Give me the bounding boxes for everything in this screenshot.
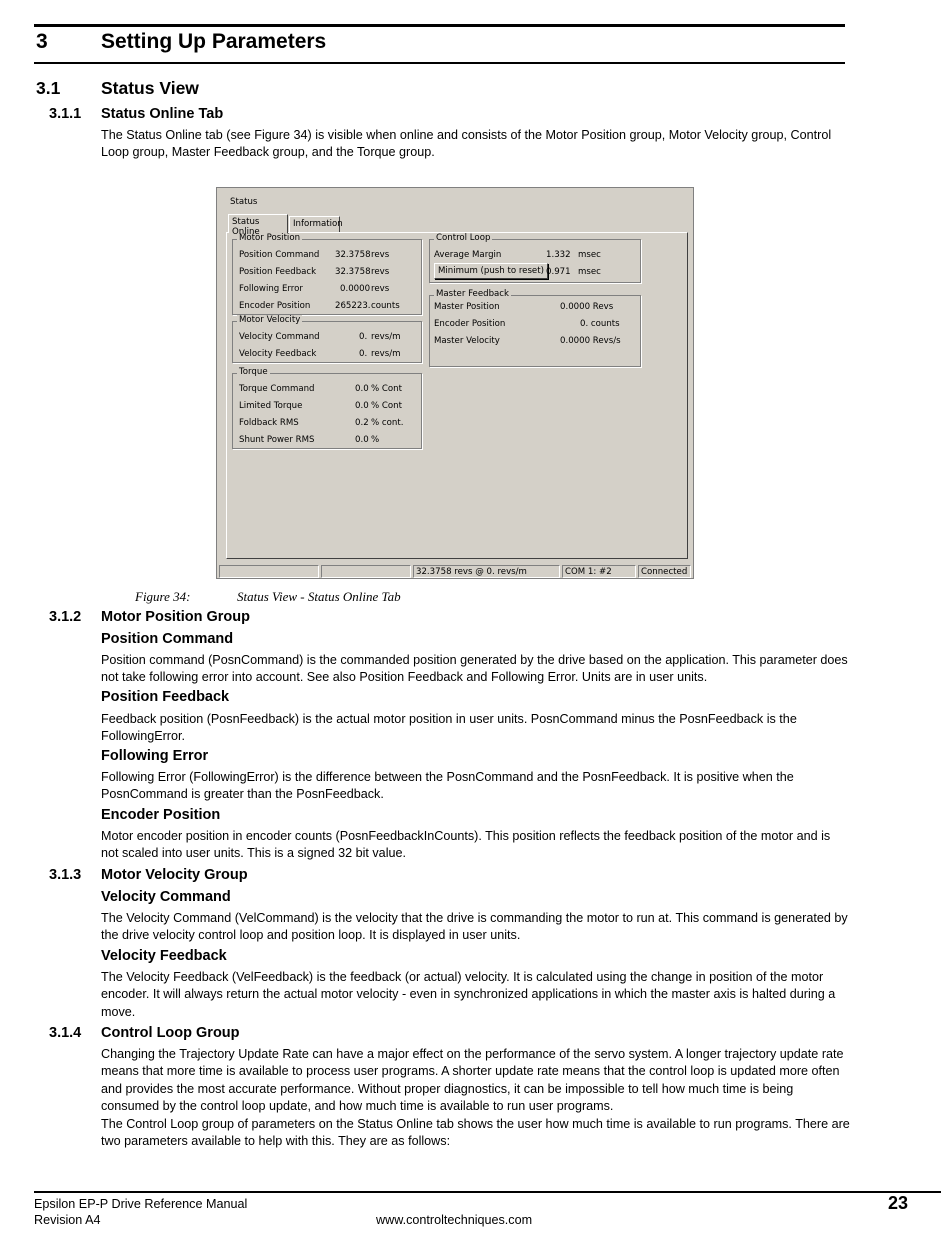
motor-position-group [232, 233, 422, 315]
row-name: Encoder Position [434, 319, 506, 329]
torque-group [232, 367, 422, 449]
figure-number: Figure 34: [135, 589, 191, 604]
row-name: Shunt Power RMS [239, 435, 315, 445]
row-name: Velocity Feedback [239, 349, 317, 359]
chapter-number: 3 [36, 30, 48, 53]
row-name: Velocity Command [239, 332, 320, 342]
row-value: 32.3758 [335, 267, 371, 277]
chapter-title: Setting Up Parameters [101, 30, 327, 53]
row-unit: % Cont [371, 384, 402, 394]
average-margin-label: Average Margin [434, 250, 502, 260]
section-title: Status View [101, 78, 199, 98]
row-unit: % cont. [371, 418, 404, 428]
row-unit: revs [371, 284, 390, 294]
group-label: Master Feedback [436, 289, 510, 299]
row-value: 0.0000 Revs/s [560, 336, 621, 346]
position-feedback-text: Feedback position (PosnFeedback) is the actual motor position in user units. PosnCommand minus the PosnFeedback is the FollowingError. [101, 712, 797, 744]
window-title: Status [230, 197, 258, 207]
row-unit: revs/m [371, 332, 401, 342]
subsection-title: Status Online Tab [101, 106, 224, 122]
status-screenshot [216, 187, 694, 579]
status-connection: Connected [638, 565, 691, 578]
control-loop-group [429, 233, 641, 283]
row-value: 0.0000 [340, 284, 371, 294]
page-number: 23 [888, 1193, 909, 1213]
tab-information[interactable]: Information [289, 216, 340, 232]
row-name: Encoder Position [239, 301, 311, 311]
subsection-number: 3.1.2 [49, 609, 82, 625]
row-name: Foldback RMS [239, 418, 299, 428]
group-label: Torque [239, 367, 268, 377]
chapter-rule [34, 62, 845, 64]
status-position: 32.3758 revs @ 0. revs/m [413, 565, 560, 578]
minimum-unit: msec [578, 267, 601, 277]
row-value: 0. [359, 349, 368, 359]
velocity-command-text: The Velocity Command (VelCommand) is the velocity that the drive is commanding the motor to run at. This command is generated by the drive velocity control loop and position loop. It is displayed in user units. [101, 911, 848, 943]
row-name: Position Command [239, 250, 320, 260]
row-unit: revs [371, 267, 390, 277]
subsection-number: 3.1.4 [49, 1025, 82, 1041]
subsection-title: Motor Velocity Group [101, 867, 248, 883]
row-unit: % [371, 435, 380, 445]
master-feedback-group [429, 289, 641, 367]
row-value: 32.3758 [335, 250, 371, 260]
row-value: 0.0 [355, 435, 369, 445]
row-unit: % Cont [371, 401, 402, 411]
row-unit: revs/m [371, 349, 401, 359]
average-margin-value: 1.332 [546, 250, 571, 260]
minimum-value: 0.971 [546, 267, 571, 277]
status-cell-empty [321, 565, 411, 578]
position-command-text: Position command (PosnCommand) is the commanded position generated by the drive based on the application. This parameter does not take following error into account. See also Position Feedback and Following Error. Units are in user units. [101, 653, 848, 685]
param-heading: Position Command [101, 631, 234, 647]
row-name: Master Velocity [434, 336, 500, 346]
velocity-feedback-text: The Velocity Feedback (VelFeedback) is the feedback (or actual) velocity. It is calculated using the change in position of the motor encoder. It will always return the actual motor velocity - even in synchronized applications in which the master axis is halted during a move. [101, 970, 836, 1019]
tab-panel [226, 232, 688, 559]
param-heading: Following Error [101, 748, 209, 764]
section-number: 3.1 [36, 78, 61, 98]
row-value: 0. counts [580, 319, 620, 329]
revision: Revision A4 [34, 1213, 101, 1227]
row-name: Limited Torque [239, 401, 303, 411]
row-value: 0.0000 Revs [560, 302, 614, 312]
row-name: Position Feedback [239, 267, 317, 277]
control-loop-text-1: Changing the Trajectory Update Rate can have a major effect on the performance of the servo system. A longer trajectory update rate means that more time is available to process user programs. A shorter update rate means that the control loop is updated more often and provides the most accurate performance. Without proper diagnostics, it can be impossible to tell how much time is being consumed by the control loop update, and how much time is available to run user programs. [101, 1047, 844, 1113]
row-unit: counts [371, 301, 400, 311]
group-label: Motor Position [239, 233, 301, 243]
status-cell-empty [219, 565, 319, 578]
param-heading: Velocity Command [101, 889, 231, 905]
minimum-reset-button[interactable]: Minimum (push to reset) [434, 263, 548, 279]
status-com-port: COM 1: #2 [562, 565, 636, 578]
subsection-title: Control Loop Group [101, 1025, 240, 1041]
param-heading: Encoder Position [101, 807, 221, 823]
row-value: 0.2 [355, 418, 369, 428]
group-label: Motor Velocity [239, 315, 301, 325]
following-error-text: Following Error (FollowingError) is the difference between the PosnCommand and the PosnFeedback. It is positive when the PosnCommand is greater than the PosnFeedback. [101, 770, 794, 802]
subsection-number: 3.1.1 [49, 106, 82, 122]
motor-velocity-group [232, 315, 422, 363]
top-rule [34, 24, 845, 27]
param-heading: Velocity Feedback [101, 948, 227, 964]
tab-status-online[interactable]: Status Online [228, 214, 288, 233]
row-value: 0.0 [355, 384, 369, 394]
control-loop-text-2: The Control Loop group of parameters on the Status Online tab shows the user how much time is available to run programs. There are two parameters available to help with this. They are as follows: [101, 1117, 850, 1149]
row-unit: revs [371, 250, 390, 260]
figure-caption: Status View - Status Online Tab [237, 589, 401, 604]
manual-title: Epsilon EP-P Drive Reference Manual [34, 1197, 248, 1211]
footer-rule [34, 1191, 941, 1193]
param-heading: Position Feedback [101, 689, 230, 705]
encoder-position-text: Motor encoder position in encoder counts (PosnFeedbackInCounts). This position reflects the feedback position of the motor and is not scaled into user units. This is a signed 32 bit value. [101, 829, 831, 861]
average-margin-unit: msec [578, 250, 601, 260]
website-url[interactable]: www.controltechniques.com [376, 1213, 533, 1227]
row-value: 265223. [335, 301, 371, 311]
subsection-title: Motor Position Group [101, 609, 251, 625]
row-name: Torque Command [239, 384, 315, 394]
row-name: Following Error [239, 284, 303, 294]
status-bar [217, 565, 693, 578]
row-name: Master Position [434, 302, 500, 312]
subsection-number: 3.1.3 [49, 867, 82, 883]
group-label: Control Loop [436, 233, 491, 243]
row-value: 0. [359, 332, 368, 342]
row-value: 0.0 [355, 401, 369, 411]
status-online-intro: The Status Online tab (see Figure 34) is visible when online and consists of the Motor Position group, Motor Velocity group, Control Loop group, Master Feedback group, and the Torque group. [101, 128, 832, 160]
